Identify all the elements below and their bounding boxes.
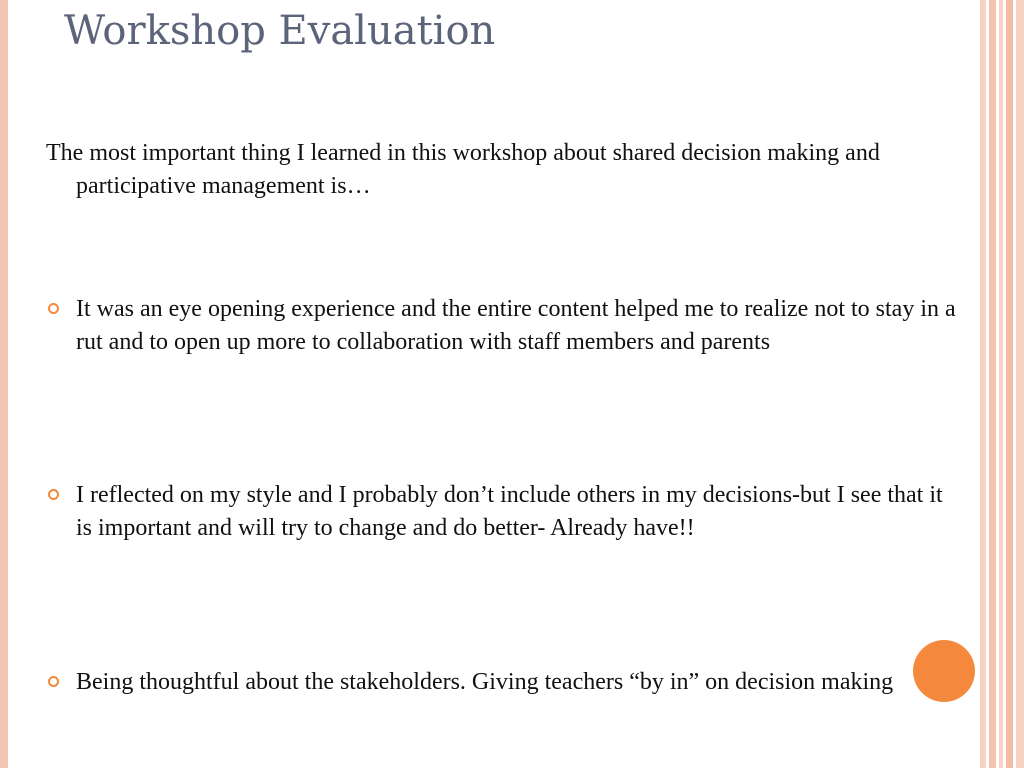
slide-title: Workshop Evaluation [64,8,496,54]
bullet-item [76,479,956,544]
bullet-item [76,293,956,358]
bullet-circle-icon [48,676,59,687]
left-decorative-stripe [0,0,8,768]
right-decorative-stripe [1016,0,1024,768]
right-decorative-stripe [989,0,996,768]
right-decorative-stripe [1006,0,1013,768]
bullet-text: I reflected on my style and I probably don’t include others in my decisions-but I see that it is important and will try to change and do better- Already have!! [76,482,943,541]
intro-prompt: The most important thing I learned in this workshop about shared decision making and participative management is… [46,140,880,199]
bullet-item [76,666,956,699]
bullet-circle-icon [48,489,59,500]
bullet-circle-icon [48,303,59,314]
right-decorative-stripe [999,0,1003,768]
right-decorative-stripe [980,0,986,768]
bullet-text: Being thoughtful about the stakeholders. Giving teachers “by in” on decision making [76,669,894,695]
bullet-text: It was an eye opening experience and the entire content helped me to realize not to stay in a rut and to open up more to collaboration with staff members and parents [76,296,956,355]
